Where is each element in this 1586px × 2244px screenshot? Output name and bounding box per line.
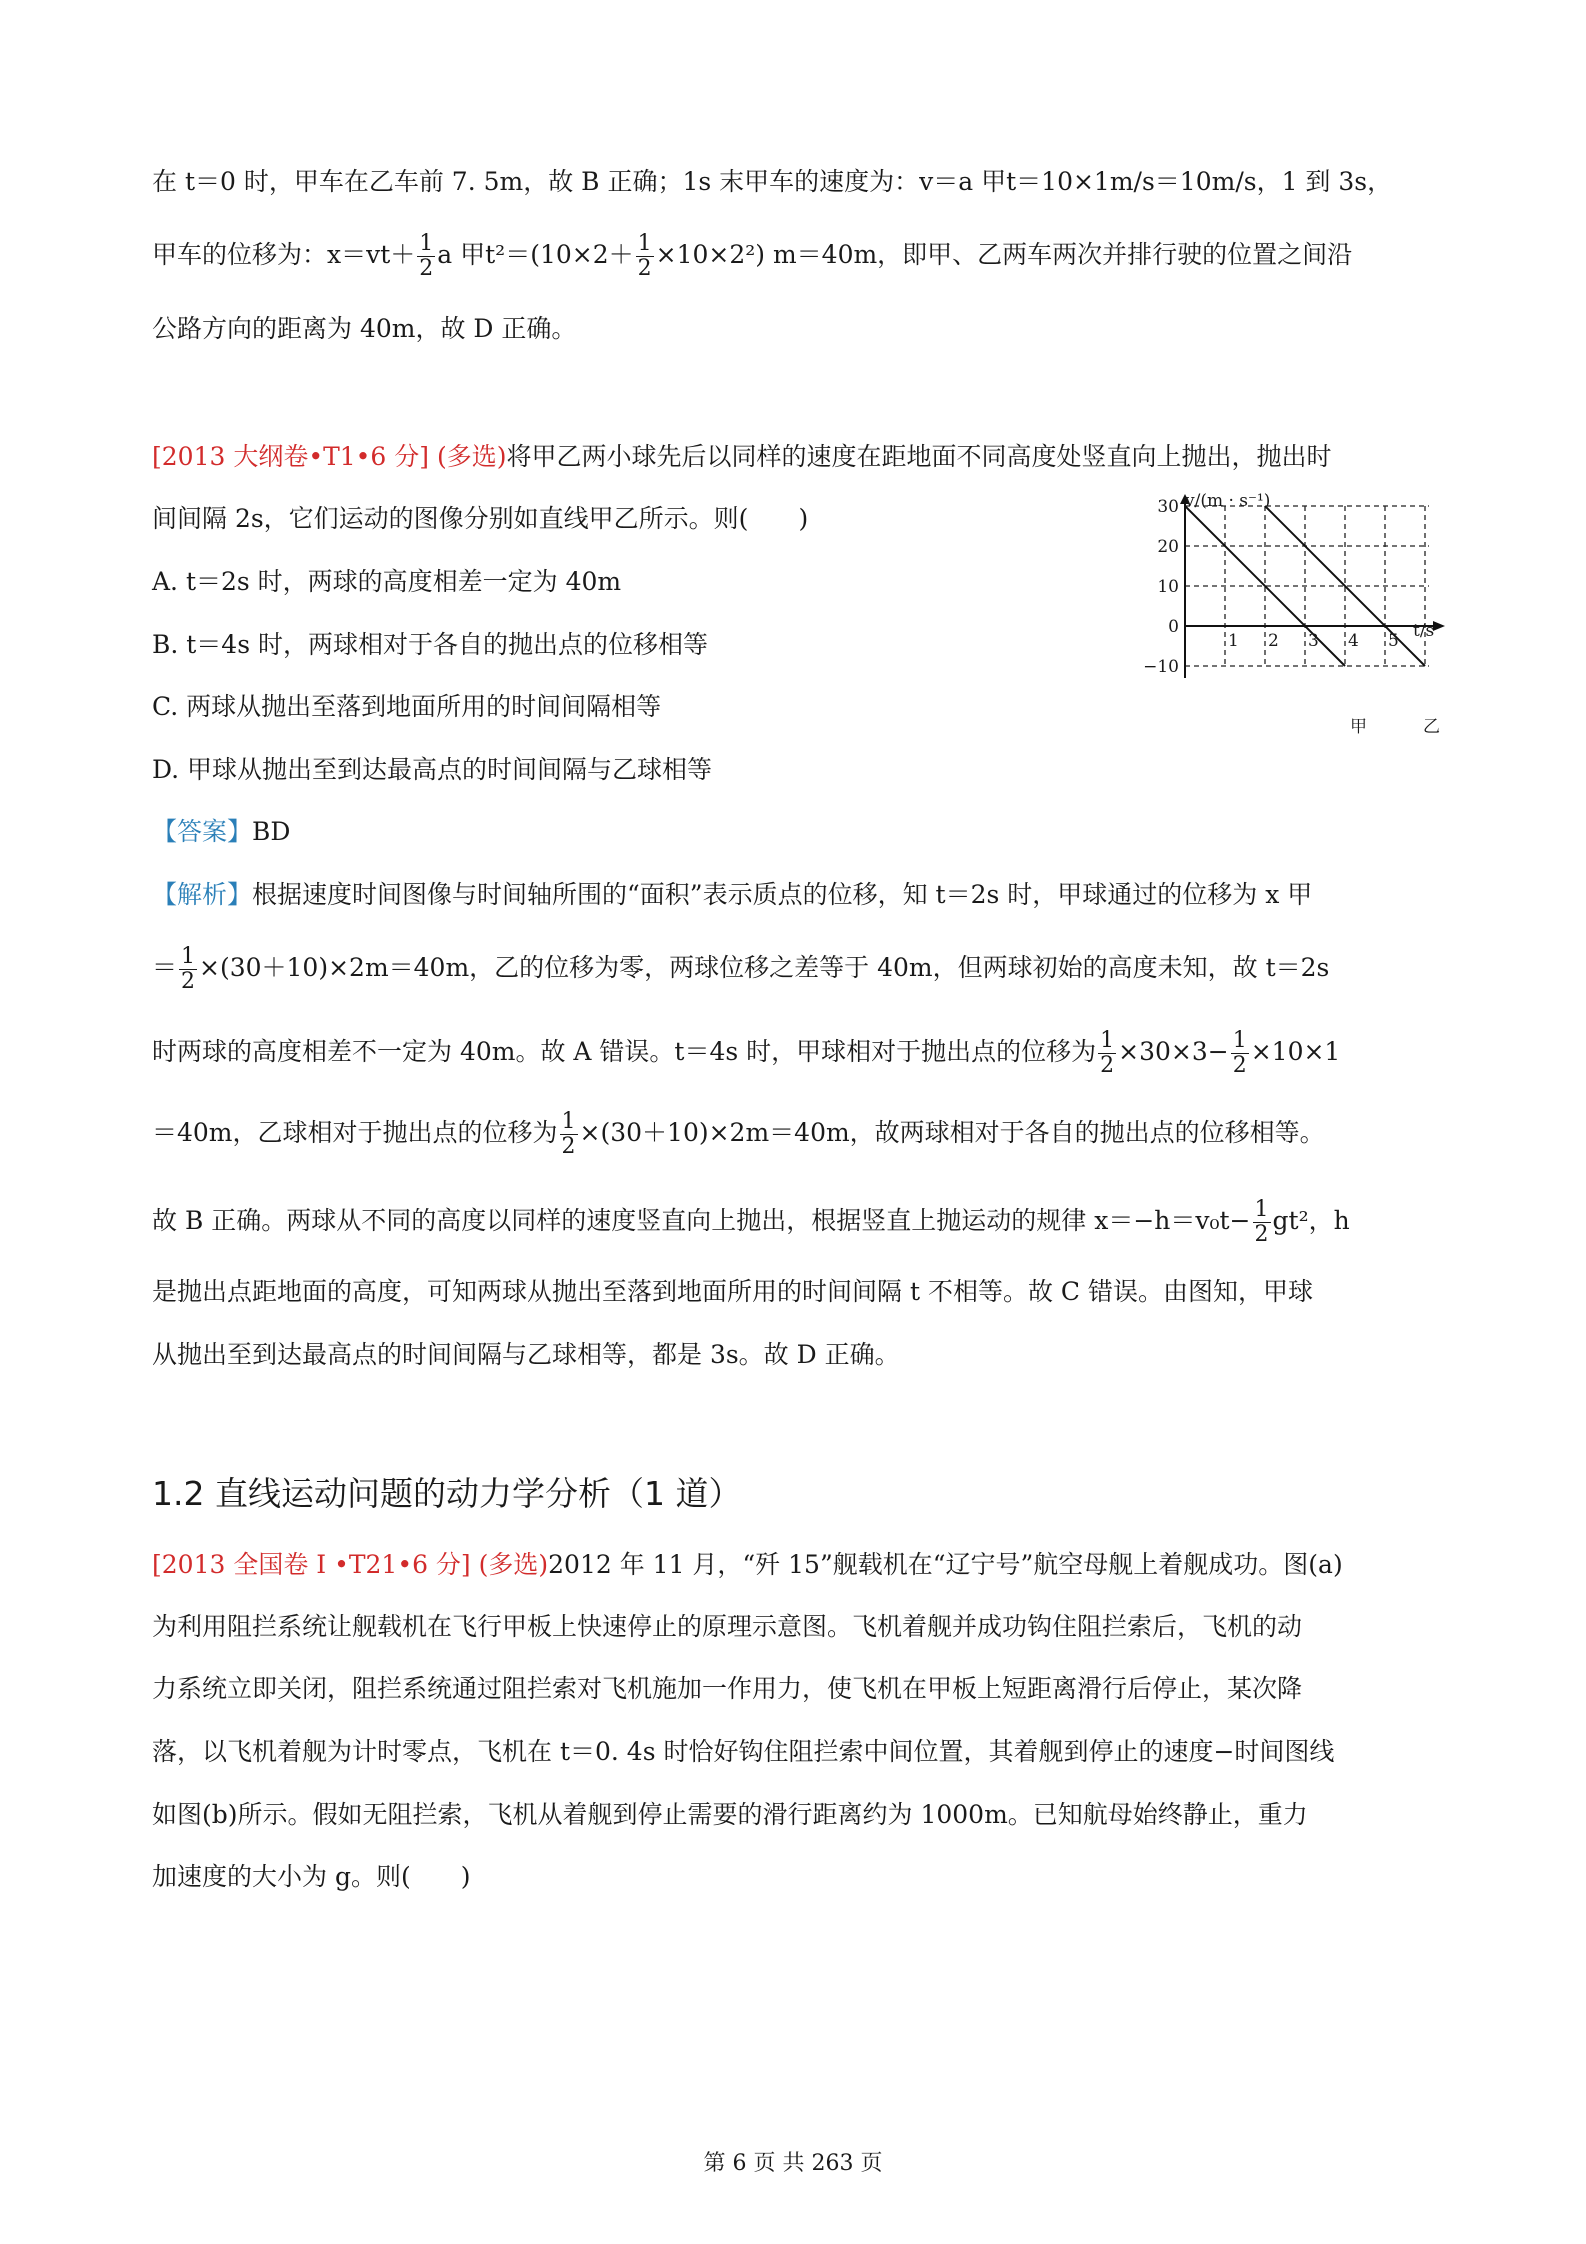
fraction-half — [1253, 1198, 1271, 1247]
y-tick-label: −10 — [1143, 657, 1179, 677]
frac-numerator: 1 — [1100, 1028, 1115, 1053]
q1-analysis-line5 — [152, 1198, 1442, 1247]
graph-tick-labels — [1143, 497, 1399, 677]
velocity-time-graph — [1143, 488, 1455, 750]
frac-denominator: 2 — [637, 256, 652, 281]
q2-line6: 加速度的大小为 g。则( ) — [152, 1862, 471, 1891]
q2-line2: 为利用阻拦系统让舰载机在飞行甲板上快速停止的原理示意图。飞机着舰并成功钩住阻拦索后，飞机的动 — [152, 1612, 1303, 1641]
section-heading: 1.2 直线运动问题的动力学分析（1 道） — [152, 1474, 742, 1513]
y-tick-label: 0 — [1168, 617, 1179, 637]
frac-numerator: 1 — [1254, 1197, 1269, 1222]
text-run: ×10×1 — [1250, 1037, 1341, 1066]
x-axis-arrow — [1433, 621, 1445, 631]
q1-analysis-line7: 从抛出至到达最高点的时间间隔与乙球相等，都是 3s。故 D 正确。 — [152, 1340, 900, 1369]
frac-denominator: 2 — [1232, 1053, 1247, 1078]
para1-line2 — [152, 232, 1442, 281]
q2-line5: 如图(b)所示。假如无阻拦索，飞机从着舰到停止需要的滑行距离约为 1000m。已知航母始终静止，重力 — [152, 1800, 1308, 1829]
graph-line-label-yi: 乙 — [1423, 717, 1440, 737]
fraction-half — [1231, 1029, 1249, 1078]
q2-line1 — [152, 1548, 1442, 1582]
answer-value: BD — [252, 817, 291, 846]
q1-analysis-line2 — [152, 945, 1442, 994]
y-tick-label: 10 — [1157, 577, 1179, 597]
q1-answer — [152, 815, 1442, 849]
frac-denominator: 2 — [181, 969, 196, 994]
text-run: ＝40m，乙球相对于抛出点的位移为 — [152, 1118, 558, 1147]
q1-analysis-line4 — [152, 1110, 1442, 1159]
q2-line3: 力系统立即关闭，阻拦系统通过阻拦索对飞机施加一作用力，使飞机在甲板上短距离滑行后停止，某次降 — [152, 1674, 1303, 1703]
frac-denominator: 2 — [1254, 1222, 1269, 1247]
frac-denominator: 2 — [561, 1134, 576, 1159]
analysis-tag: 【解析】 — [152, 880, 253, 909]
fraction-half — [636, 232, 654, 281]
page-footer: 第 6 页 共 263 页 — [703, 2151, 883, 2176]
y-tick-label: 30 — [1157, 497, 1179, 517]
y-tick-label: 20 — [1157, 537, 1179, 557]
x-tick-label: 3 — [1308, 631, 1319, 651]
frac-numerator: 1 — [561, 1109, 576, 1134]
text-run: ＝ — [152, 953, 178, 982]
q1-option-d: D. 甲球从抛出至到达最高点的时间间隔与乙球相等 — [152, 755, 713, 784]
x-tick-label: 4 — [1348, 631, 1359, 651]
text-run: ×30×3− — [1118, 1037, 1229, 1066]
frac-numerator: 1 — [181, 944, 196, 969]
para1-line3: 公路方向的距离为 40m，故 D 正确。 — [152, 314, 577, 343]
text-run: 将甲乙两小球先后以同样的速度在距地面不同高度处竖直向上抛出，抛出时 — [506, 442, 1332, 471]
text-run: ×(30＋10)×2m＝40m，故两球相对于各自的抛出点的位移相等。 — [579, 1118, 1325, 1147]
q2-source-tag: [2013 全国卷 I •T21•6 分] (多选) — [152, 1550, 549, 1579]
frac-denominator: 2 — [419, 256, 434, 281]
frac-numerator: 1 — [637, 231, 652, 256]
text-run: 时两球的高度相差不一定为 40m。故 A 错误。t＝4s 时，甲球相对于抛出点的位移为 — [152, 1037, 1097, 1066]
frac-denominator: 2 — [1100, 1053, 1115, 1078]
x-tick-label: 2 — [1268, 631, 1279, 651]
q1-line1 — [152, 440, 1442, 474]
text-run: 2012 年 11 月，“歼 15”舰载机在“辽宁号”航空母舰上着舰成功。图(a) — [548, 1550, 1343, 1579]
fraction-half — [1098, 1029, 1116, 1078]
fraction-half — [560, 1110, 578, 1159]
q1-analysis-line6: 是抛出点距地面的高度，可知两球从抛出至落到地面所用的时间间隔 t 不相等。故 C 错误。由图知，甲球 — [152, 1277, 1313, 1306]
q1-line2: 间间隔 2s，它们运动的图像分别如直线甲乙所示。则( ) — [152, 504, 809, 533]
q1-option-c: C. 两球从抛出至落到地面所用的时间间隔相等 — [152, 692, 662, 721]
q1-analysis-line1 — [152, 878, 1442, 912]
frac-numerator: 1 — [1232, 1028, 1247, 1053]
text-run: 甲车的位移为：x＝vt＋ — [152, 240, 416, 269]
text-run: 故 B 正确。两球从不同的高度以同样的速度竖直向上抛出，根据竖直上抛运动的规律 x＝−h＝v₀t− — [152, 1206, 1251, 1235]
answer-tag: 【答案】 — [152, 817, 253, 846]
text-run: 根据速度时间图像与时间轴所围的“面积”表示质点的位移，知 t＝2s 时，甲球通过的位移为 x 甲 — [252, 880, 1313, 909]
q1-analysis-line3 — [152, 1029, 1442, 1078]
graph-x-label: t/s — [1413, 621, 1435, 641]
graph-y-label: v/(m · s⁻¹) — [1185, 491, 1271, 511]
graph-line-label-jia: 甲 — [1350, 717, 1367, 737]
text-run: ×(30＋10)×2m＝40m，乙的位移为零，两球位移之差等于 40m，但两球初始的高度未知，故 t＝2s — [199, 953, 1330, 982]
text-run: ×10×2²) m＝40m，即甲、乙两车两次并排行驶的位置之间沿 — [655, 240, 1353, 269]
q1-source-tag: [2013 大纲卷•T1•6 分] (多选) — [152, 442, 507, 471]
q2-line4: 落，以飞机着舰为计时零点，飞机在 t＝0. 4s 时恰好钩住阻拦索中间位置，其着舰到停止的速度−时间图线 — [152, 1737, 1335, 1766]
text-run: a 甲t²＝(10×2＋ — [437, 240, 634, 269]
fraction-half — [179, 945, 197, 994]
fraction-half — [417, 232, 435, 281]
para1-line1: 在 t＝0 时，甲车在乙车前 7. 5m，故 B 正确；1s 末甲车的速度为：v＝a 甲t＝10×1m/s＝10m/s，1 到 3s， — [152, 167, 1393, 196]
x-tick-label: 1 — [1228, 631, 1239, 651]
text-run: gt²，h — [1272, 1206, 1350, 1235]
x-tick-label: 5 — [1388, 631, 1399, 651]
frac-numerator: 1 — [419, 231, 434, 256]
q1-option-a: A. t＝2s 时，两球的高度相差一定为 40m — [152, 567, 622, 596]
q1-option-b: B. t＝4s 时，两球相对于各自的抛出点的位移相等 — [152, 630, 708, 659]
